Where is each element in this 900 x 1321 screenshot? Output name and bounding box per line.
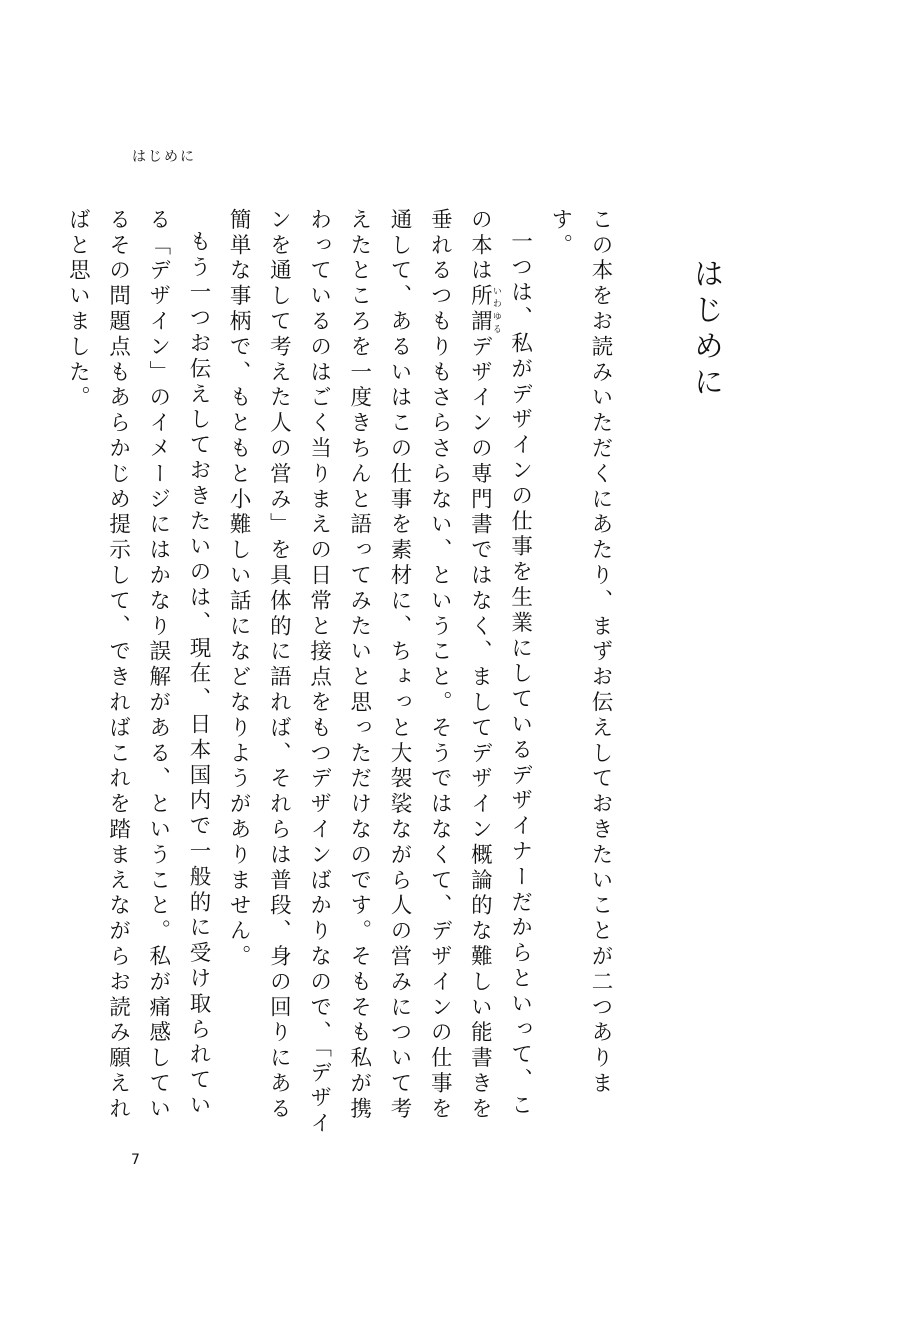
paragraph-2-text-rest: デザインの専門書ではなく、ましてデザイン概論的な難しい能書きを垂れるつもりもさらさらない、ということ。そうではなくて、デザインの仕事を通して、あるいはこの仕事を素材に、ちょっと大袈裟ながら人の営みについて考えたところを一度きちんと語ってみたいと思っただけなのです。そもそも私が携わっているのはごく当りまえの日常と接点をもつデザインばかりなので、「デザインを通して考えた人の営み」を具体的に語れば、それらは普段、身の回りにある簡単な事柄で、もともと小難しい話になどなりようがありません。: [226, 208, 493, 1138]
paragraph-3-text: もう一つお伝えしておきたいのは、現在、日本国内で一般的に受け取られている「デザイン」のイメージにはかなり誤解がある、ということ。私が痛感しているその問題点もあらかじめ提示して、できればこれを踏まえながらお読み願えればと思いました。: [65, 208, 211, 1123]
paragraph-2: [218, 208, 540, 1138]
ruby-reading: いわゆる: [490, 284, 501, 335]
ruby-base: 所謂: [467, 284, 493, 336]
page-number: 7: [131, 1152, 140, 1168]
running-head: はじめに: [132, 149, 196, 165]
ruby-iwayuru: [467, 284, 501, 336]
chapter-title: はじめに: [688, 258, 723, 402]
paragraph-3: [57, 208, 218, 1138]
paragraph-2-text-start: 一つは、私がデザインの仕事を生業にしているデザイナーだからといって、この本は: [467, 208, 533, 1119]
paragraph-1: [540, 208, 620, 1138]
paragraph-1-text: この本をお読みいただくにあたり、まずお伝えしておきたいことが二つあります。: [547, 208, 613, 1097]
body-text: [65, 208, 620, 1138]
